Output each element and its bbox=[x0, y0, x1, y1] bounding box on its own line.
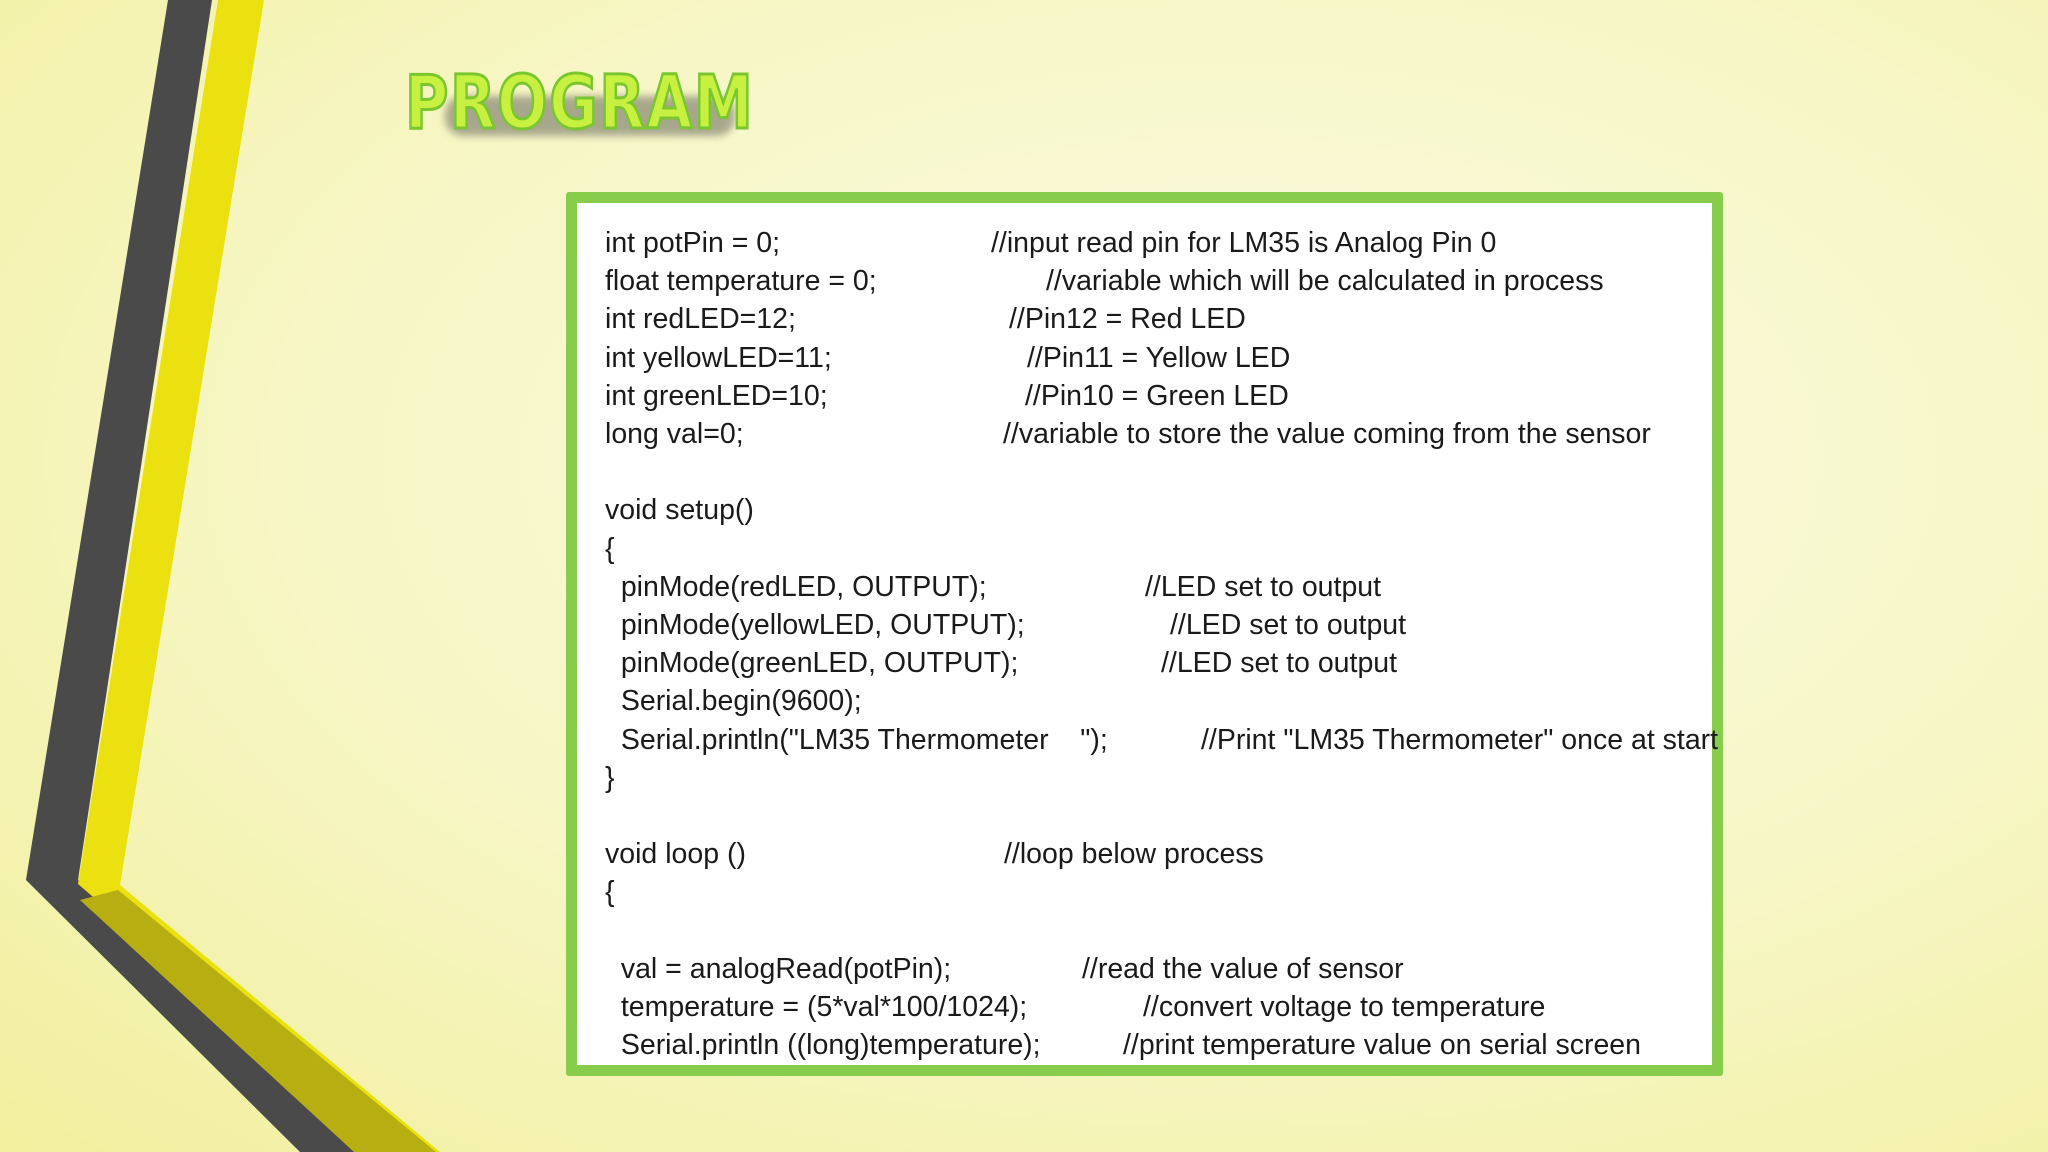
code-line bbox=[605, 378, 1705, 414]
code-comment: //read the value of sensor bbox=[1082, 952, 1404, 985]
code-line bbox=[605, 263, 1705, 299]
code-line bbox=[605, 645, 1705, 681]
title-block bbox=[405, 60, 755, 150]
code-text: Serial.println ((long)temperature); bbox=[605, 1029, 1041, 1062]
code-comment: //Pin12 = Red LED bbox=[1009, 303, 1246, 336]
code-text: void loop () bbox=[605, 838, 746, 871]
code-text: float temperature = 0; bbox=[605, 265, 877, 298]
code-panel bbox=[566, 192, 1723, 1076]
code-line bbox=[605, 492, 1705, 528]
code-text: Serial.println("LM35 Thermometer "); bbox=[605, 723, 1108, 756]
code-line bbox=[605, 531, 1705, 567]
code-line bbox=[605, 874, 1705, 910]
slide-title: PROGRAM bbox=[405, 60, 755, 146]
code-line bbox=[605, 340, 1705, 376]
code-line bbox=[605, 798, 1705, 834]
code-text: pinMode(yellowLED, OUTPUT); bbox=[605, 609, 1025, 641]
code-line bbox=[605, 836, 1705, 872]
code-line bbox=[605, 416, 1705, 452]
code-text: val = analogRead(potPin); bbox=[605, 952, 952, 985]
code-comment: //variable which will be calculated in process bbox=[1046, 265, 1604, 298]
code-text: int yellowLED=11; bbox=[605, 341, 832, 374]
code-text: { bbox=[605, 876, 615, 909]
code-text: } bbox=[605, 761, 615, 794]
code-comment: //convert voltage to temperature bbox=[1143, 991, 1546, 1023]
code-text: int potPin = 0; bbox=[605, 227, 781, 259]
code-line bbox=[605, 225, 1705, 261]
code-text: { bbox=[605, 532, 615, 565]
code-comment: //Pin11 = Yellow LED bbox=[1027, 341, 1291, 374]
code-text: long val=0; bbox=[605, 418, 744, 450]
code-comment: //loop below process bbox=[1004, 838, 1264, 871]
olive-stripe bbox=[80, 890, 436, 1152]
code-text: pinMode(redLED, OUTPUT); bbox=[605, 570, 987, 603]
code-text: pinMode(greenLED, OUTPUT); bbox=[605, 647, 1019, 680]
code-comment: //print temperature value on serial screen bbox=[1123, 1029, 1642, 1062]
code-line bbox=[605, 989, 1705, 1025]
code-line bbox=[605, 683, 1705, 719]
code-text: int redLED=12; bbox=[605, 303, 796, 336]
code-line bbox=[605, 301, 1705, 337]
code-line bbox=[605, 607, 1705, 643]
code-comment: //Print "LM35 Thermometer" once at start bbox=[1201, 723, 1719, 756]
code-comment: //Pin10 = Green LED bbox=[1025, 379, 1289, 412]
code-line bbox=[605, 569, 1705, 605]
code-comment: //variable to store the value coming from the sensor bbox=[1003, 418, 1651, 450]
code-comment: //LED set to output bbox=[1145, 570, 1382, 603]
code-line bbox=[605, 760, 1705, 796]
code-line bbox=[605, 913, 1705, 949]
code-text: Serial.begin(9600); bbox=[605, 685, 862, 718]
code-line bbox=[605, 722, 1719, 758]
code-text: void setup() bbox=[605, 494, 754, 527]
code-comment: //LED set to output bbox=[1170, 609, 1407, 641]
code-comment: //input read pin for LM35 is Analog Pin 0 bbox=[991, 227, 1497, 259]
code-line bbox=[605, 1027, 1705, 1063]
code-comment: //LED set to output bbox=[1161, 647, 1398, 680]
code-text: int greenLED=10; bbox=[605, 379, 828, 412]
code-line bbox=[605, 454, 1705, 490]
code-text: temperature = (5*val*100/1024); bbox=[605, 991, 1028, 1023]
code-line bbox=[605, 951, 1705, 987]
